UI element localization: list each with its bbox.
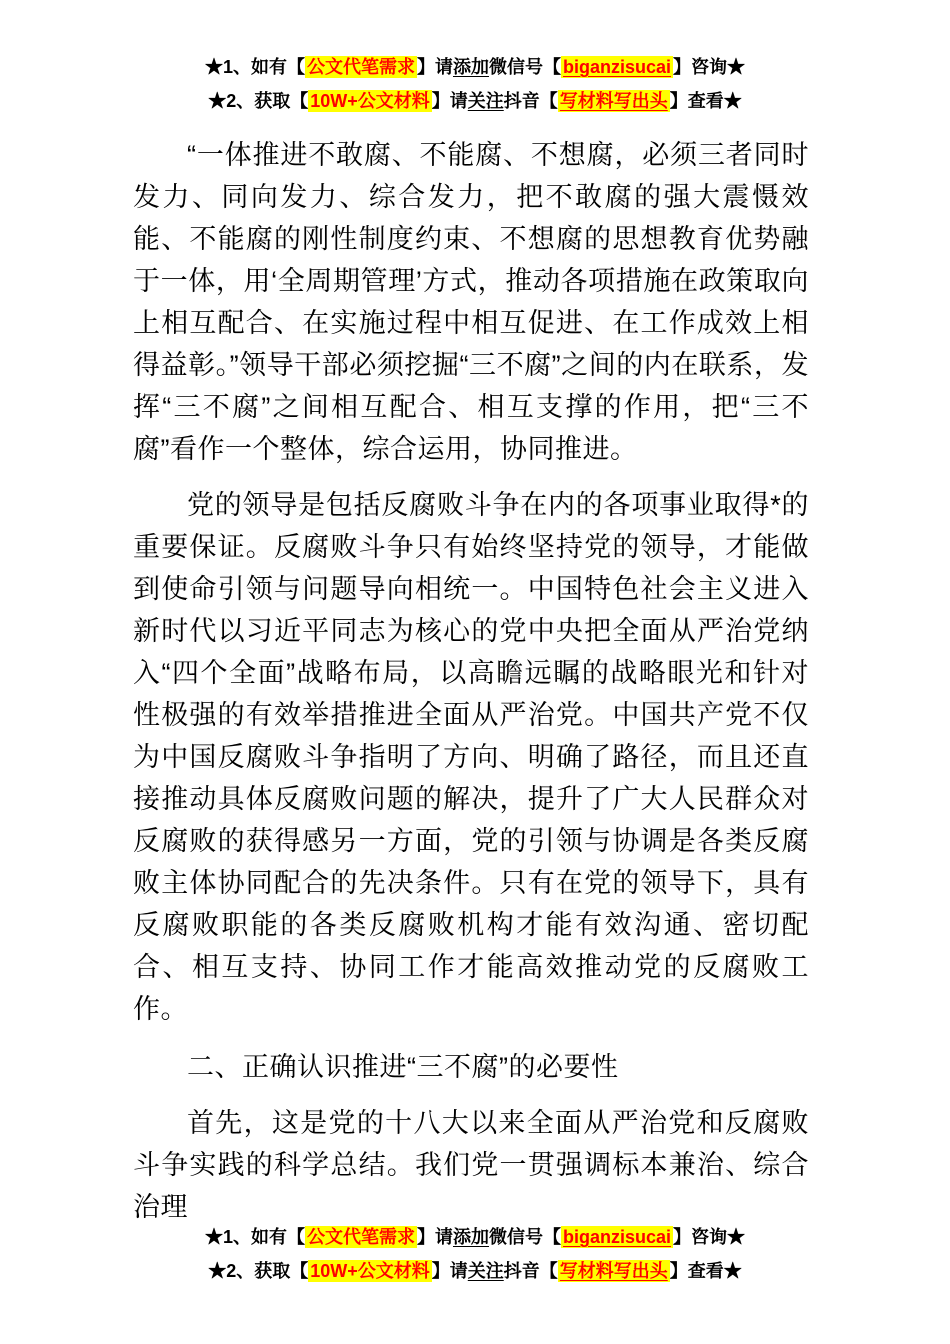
paragraph-first-point: 首先，这是党的十八大以来全面从严治党和反腐败斗争实践的科学总结。我们党一贯强调标本兼治、综合治理 xyxy=(133,1108,809,1222)
promo-action-underlined: 关注 xyxy=(467,1261,504,1281)
promo-footer-line-1 xyxy=(0,1220,950,1254)
section-heading: 二、正确认识推进“三不腐”的必要性 xyxy=(187,1052,619,1082)
promo-service-highlight: 公文代笔需求 xyxy=(306,57,415,77)
promo-bracket-text: 】请 xyxy=(416,57,453,77)
promo-suffix: 】咨询★ xyxy=(673,57,746,77)
promo-bracket-text: 】请 xyxy=(431,91,468,111)
promo-footer xyxy=(0,1220,950,1288)
promo-header-line-1 xyxy=(0,50,950,84)
promo-footer-line-2 xyxy=(0,1254,950,1288)
promo-action-underlined: 关注 xyxy=(467,91,504,111)
promo-prefix: ★2、获取【 xyxy=(208,1261,309,1281)
promo-channel-label: 抖音【 xyxy=(503,91,558,111)
promo-account-highlight: 写材料写出头 xyxy=(559,91,668,111)
promo-action-underlined: 添加 xyxy=(452,57,489,77)
promo-channel-label: 微信号【 xyxy=(488,57,561,77)
promo-header-line-2 xyxy=(0,84,950,118)
promo-prefix: ★1、如有【 xyxy=(204,1227,305,1247)
promo-suffix: 】咨询★ xyxy=(673,1227,746,1247)
paragraph-party-leadership: 党的领导是包括反腐败斗争在内的各项事业取得*的重要保证。反腐败斗争只有始终坚持党的领导，才能做到使命引领与问题导向相统一。中国特色社会主义进入新时代以习近平同志为核心的党中央把全面从严治党纳入“四个全面”战略布局，以高瞻远瞩的战略眼光和针对性极强的有效举措推进全面从严治党。中国共产党不仅为中国反腐败斗争指明了方向、明确了路径，而且还直接推动具体反腐败问题的解决，提升了广大人民群众对反腐败的获得感另一方面，党的引领与协调是各类反腐败主体协同配合的先决条件。只有在党的领导下，具有反腐败职能的各类反腐败机构才能有效沟通、密切配合、相互支持、协同工作才能高效推动党的反腐败工作。 xyxy=(133,490,809,1024)
promo-channel-label: 抖音【 xyxy=(503,1261,558,1281)
promo-prefix: ★2、获取【 xyxy=(208,91,309,111)
promo-account-highlight: biganzisucai xyxy=(562,57,672,77)
promo-header xyxy=(0,50,950,118)
promo-account-highlight: biganzisucai xyxy=(562,1227,672,1247)
promo-account-highlight: 写材料写出头 xyxy=(559,1261,668,1281)
promo-channel-label: 微信号【 xyxy=(488,1227,561,1247)
promo-service-highlight: 10W+公文材料 xyxy=(310,1261,430,1281)
document-body xyxy=(133,134,809,1242)
paragraph-quote-three-nos: “一体推进不敢腐、不能腐、不想腐，必须三者同时发力、同向发力、综合发力，把不敢腐的强大震慑效能、不能腐的刚性制度约束、不想腐的思想教育优势融于一体，用‘全周期管理’方式，推动各项措施在政策取向上相互配合、在实施过程中相互促进、在工作成效上相得益彰。”领导干部必须挖掘“三不腐”之间的内在联系，发挥“三不腐”之间相互配合、相互支撑的作用，把“三不腐”看作一个整体，综合运用，协同推进。 xyxy=(133,140,809,464)
promo-suffix: 】查看★ xyxy=(669,91,742,111)
promo-bracket-text: 】请 xyxy=(431,1261,468,1281)
promo-bracket-text: 】请 xyxy=(416,1227,453,1247)
promo-suffix: 】查看★ xyxy=(669,1261,742,1281)
promo-prefix: ★1、如有【 xyxy=(204,57,305,77)
promo-service-highlight: 公文代笔需求 xyxy=(306,1227,415,1247)
promo-action-underlined: 添加 xyxy=(452,1227,489,1247)
promo-service-highlight: 10W+公文材料 xyxy=(310,91,430,111)
